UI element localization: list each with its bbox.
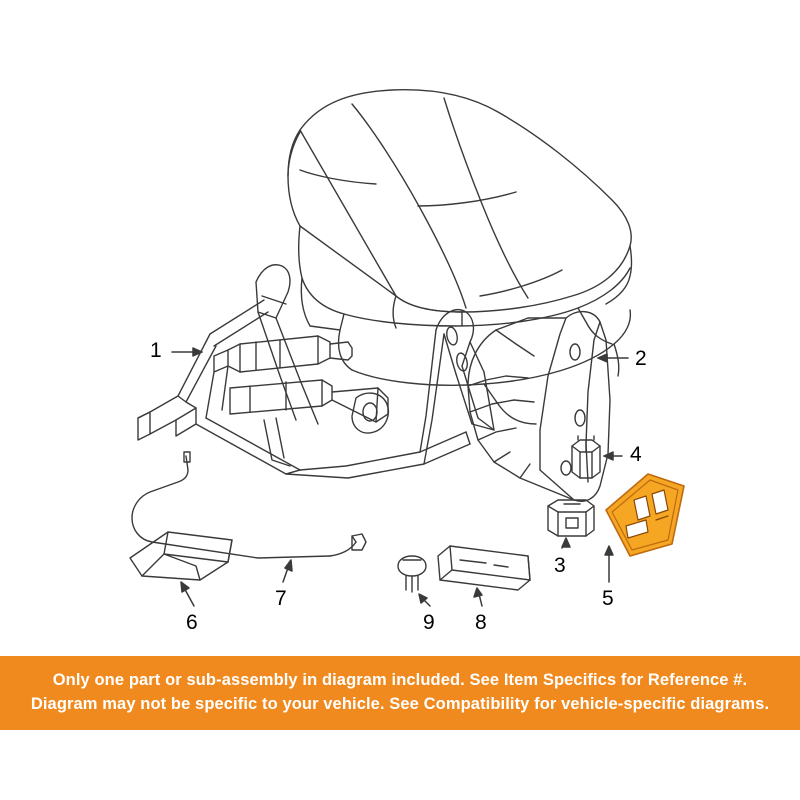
callout-label-4: 4 xyxy=(630,443,642,466)
control-module xyxy=(438,546,530,590)
callout-label-8: 8 xyxy=(475,611,487,634)
callout-label-2: 2 xyxy=(635,347,647,370)
small-switch-knob xyxy=(548,500,594,536)
callout-label-1: 1 xyxy=(150,339,162,362)
callout-label-5: 5 xyxy=(602,587,614,610)
callout-label-3: 3 xyxy=(554,554,566,577)
seat-cushion-illustration xyxy=(288,90,632,424)
callout-label-9: 9 xyxy=(423,611,435,634)
callout-label-7: 7 xyxy=(275,587,287,610)
seat-switch-panel xyxy=(606,474,684,556)
disclaimer-line-2: Diagram may not be specific to your vehicle. See Compatibility for vehicle-specific diagrams. xyxy=(30,695,770,713)
seat-track-assembly xyxy=(138,265,494,478)
disclaimer-banner xyxy=(0,656,800,730)
callout-label-6: 6 xyxy=(186,611,198,634)
bolt xyxy=(398,556,426,592)
disclaimer-line-1: Only one part or sub-assembly in diagram included. See Item Specifics for Reference #. xyxy=(52,671,748,690)
